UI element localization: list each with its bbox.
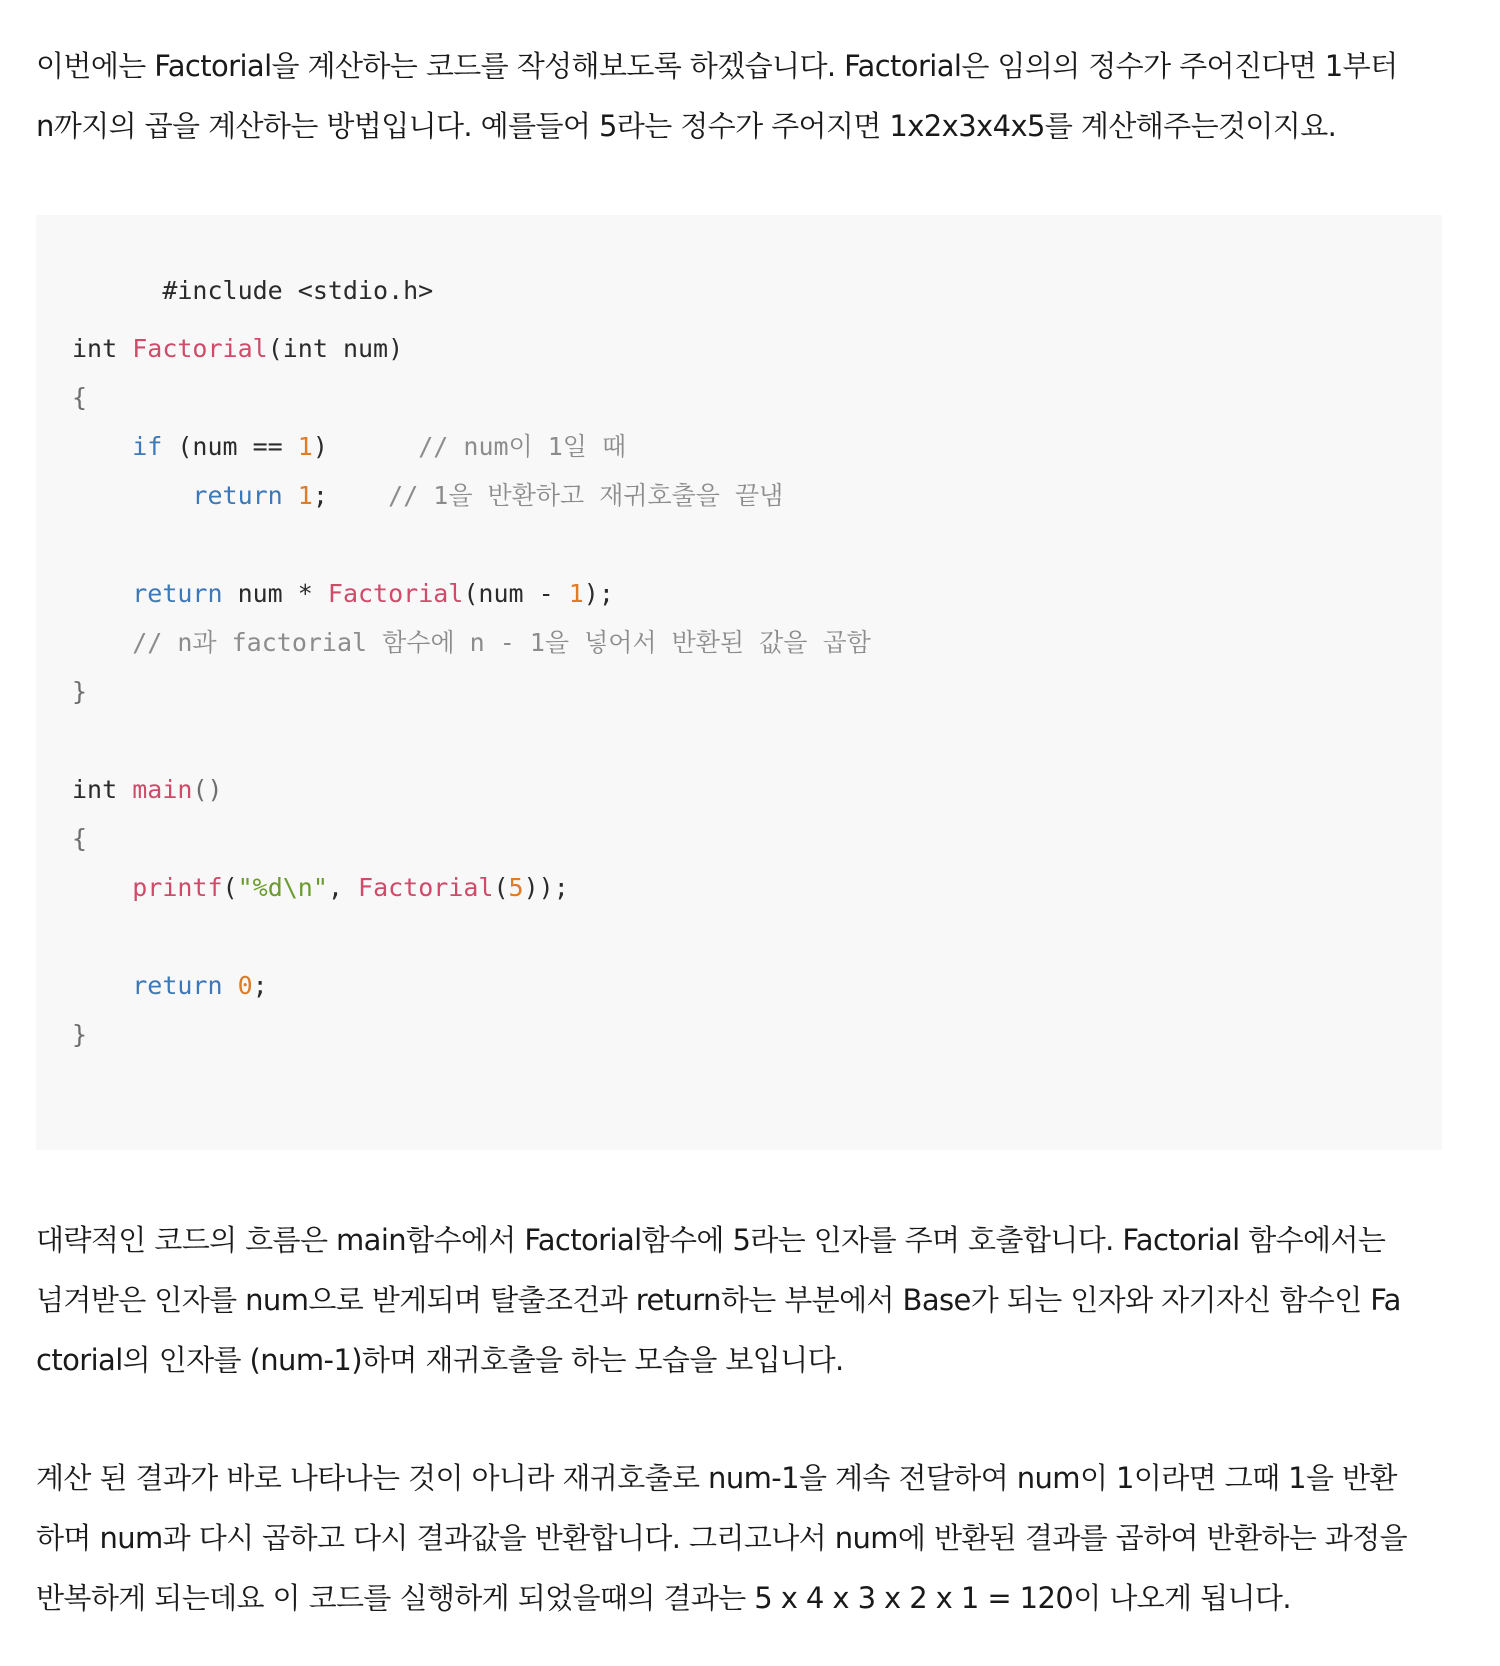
printf-comma: , [327,873,359,902]
printf-inner-fn: Factorial [358,873,494,902]
code-line-return-1 [72,476,783,516]
printf-inner-open: ( [493,873,509,902]
fn-params: (int num) [267,334,404,363]
main-parens: () [192,775,223,804]
intro-line-2: n까지의 곱을 계산하는 방법입니다. 예를들어 5라는 정수가 주어지면 1x2x3x4x5를 계산해주는것이지요. [36,109,1337,143]
intro-paragraph [36,36,1397,156]
return3-number: 0 [237,971,253,1000]
return2-end: ); [583,579,614,608]
printf-string: "%d\n" [237,873,328,902]
code-line-if [72,427,626,467]
flow-line-1: 대략적인 코드의 흐름은 main함수에서 Factorial함수에 5라는 인자를 주며 호출합니다. Factorial 함수에서는 [36,1223,1386,1257]
return2-number: 1 [568,579,584,608]
flow-paragraph [36,1210,1401,1390]
return2-keyword: return [132,579,223,608]
result-line-2: 하며 num과 다시 곱하고 다시 결과값을 반환합니다. 그리고나서 num에 반환된 결과를 곱하여 반환하는 과정을 [36,1521,1408,1555]
main-name: main [132,775,193,804]
flow-line-3: ctorial의 인자를 (num-1)하며 재귀호출을 하는 모습을 보입니다. [36,1343,844,1377]
code-block [36,215,1442,1150]
code-line-open-brace-2: { [72,824,88,853]
return1-number: 1 [297,481,313,510]
include-directive: #include <stdio.h> [162,276,434,305]
if-close: ) [312,432,328,461]
return1-keyword: return [192,481,283,510]
result-line-3: 반복하게 되는데요 이 코드를 실행하게 되었을때의 결과는 5 x 4 x 3 x 2 x 1 = 120이 나오게 됩니다. [36,1581,1291,1615]
code-line-return2-comment [72,623,871,663]
printf-close: )); [523,873,569,902]
return1-comment: // 1을 반환하고 재귀호출을 끝냄 [388,481,784,510]
if-condition: (num == [162,432,298,461]
return2-fn: Factorial [327,579,464,608]
printf-fn: printf [132,873,223,902]
printf-number: 5 [508,873,524,902]
code-line-fn-signature [72,329,403,369]
result-line-1: 계산 된 결과가 바로 나타나는 것이 아니라 재귀호출로 num-1을 계속 전달하여 num이 1이라면 그때 1을 반환 [36,1461,1397,1495]
code-line-return-2 [72,574,614,614]
return2-comment: // n과 factorial 함수에 n - 1을 넣어서 반환된 값을 곱함 [132,628,871,657]
fn-name: Factorial [132,334,268,363]
code-line-close-brace-1: } [72,677,88,706]
code-line-close-brace-2: } [72,1020,88,1049]
return2-expr-b: (num - [463,579,569,608]
if-keyword: if [132,432,163,461]
code-line-printf [72,868,569,908]
if-comment: // num이 1일 때 [418,432,627,461]
return1-semicolon: ; [312,481,328,510]
return3-semicolon: ; [252,971,268,1000]
flow-line-2: 넘겨받은 인자를 num으로 받게되며 탈출조건과 return하는 부분에서 Base가 되는 인자와 자기자신 함수인 Fa [36,1283,1401,1317]
main-return-type: int [72,775,118,804]
return3-keyword: return [132,971,223,1000]
fn-return-type: int [72,334,118,363]
result-paragraph [36,1448,1407,1628]
code-line-return-3 [72,966,268,1006]
code-line-open-brace-1: { [72,383,88,412]
code-line-main [72,770,223,810]
return2-expr-a: num * [222,579,328,608]
printf-open: ( [222,873,238,902]
if-number: 1 [297,432,313,461]
intro-line-1: 이번에는 Factorial을 계산하는 코드를 작성해보도록 하겠습니다. Factorial은 임의의 정수가 주어진다면 1부터 [36,49,1398,83]
